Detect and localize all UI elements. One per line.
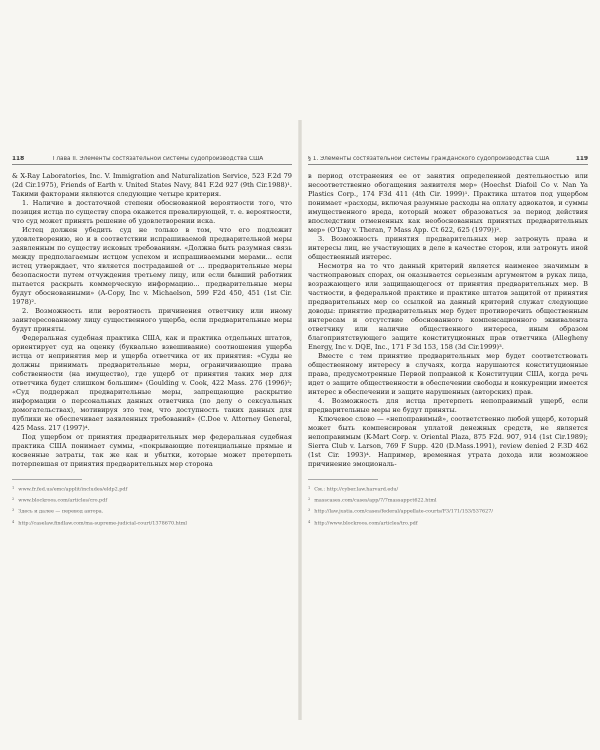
footnote: $^1$ www.fr.fed.us/emc/applit/includes/eldp2.pdf xyxy=(12,486,128,493)
paragraph: в период отстранения ее от занятия определенной деятельностью или несоответственно обогащения заявителя мер» (Hoechst Diafoil Co v. Nan Ya Plastics Corp., 174 F3d 411 (4th Cir. 1999)¹. Практика штатов под ущербом понимает «расходы, включая разумные расходы на оплату адвокатов, и суммы имущественного вреда, который может образоваться за период действия впоследствии отмененных как необоснованных принятых предварительных мер» (O'Day v. Theran, 7 Mass App. Ct 622, 625 (1979))². xyxy=(308,172,588,234)
right-footnotes xyxy=(308,479,494,529)
paragraph: Ключевое слово — «непоправимый», соответственно любой ущерб, который может быть компенсирован уплатой денежных средств, не является непоправимым (K-Mart Corp. v. Oriental Plaza, 875 F2d. 907, 914 (1st Cir.1989); Sierra Club v. Larson, 769 F Supp. 420 (D.Mass.1991), review denied 2 F.3D 462 (1st Cir. 1993)⁴. Например, временная утрата дохода или возможное причинение эмоциональ- xyxy=(308,415,588,468)
footnote: $^3$ http://law.justia.com/cases/federal/appellate-courts/F3/171/153/537627/ xyxy=(308,508,494,515)
paragraph: 1. Наличие в достаточной степени обоснованной вероятности того, что позиция истца по существу спора окажется превалирующей, т. е. вероятности, что суд может принять решение об удовлетворении иска. xyxy=(12,199,292,225)
right-running-title: § 1. Элементы состязательной системы гражданского судопроизводства США xyxy=(308,156,550,162)
footnote: $^4$ http://caselaw.findlaw.com/ma-supreme-judicial-court/1378670.html xyxy=(12,519,187,527)
right-running-head xyxy=(308,156,588,165)
left-running-title: Глава II. Элементы состязательной системы судопроизводства США xyxy=(52,156,264,162)
footnote: $^2$ www.blockroos.com/articles/cro.pdf xyxy=(12,497,108,504)
footnote: $^3$ Здесь и далее — перевод автора. xyxy=(12,508,104,515)
paragraph: Под ущербом от принятия предварительных мер федеральная судебная практика США понимает суммы, «покрывающие потенциальные прямые и косвенные затраты, так же как и убытки, которые может претерпеть потерпевшая от принятия предварительных мер сторона xyxy=(12,433,292,468)
paragraph: Несмотря на то что данный критерий является наименее значимым в частноправовых спорах, он оказывается серьезным аргументом в руках лица, возражающего или защищающегося от принятия предварительных мер. В частности, в федеральной практике и практике штатов защитой от принятия предварительных мер со ссылкой на данный критерий служат следующие доводы: принятие предварительных мер будет противоречить общественным интересам и отсутствие обоснованного компенсационного эквивалента ответчику или наличие общественного интереса, иным образом благоприятствующего защите конституционных прав ответчика (Allegheny Energy, Inc v. DQE, Inc., 171 F 3d 153, 158 (3d Cir.1999)³. xyxy=(308,262,588,351)
paragraph: 2. Возможность или вероятность причинения ответчику или иному заинтересованному лицу существенного ущерба, если предварительные меры будут приняты. xyxy=(12,307,292,333)
paragraph: 3. Возможность принятия предварительных мер затронуть права и интересы лиц, не участвующих в деле в качестве сторон, или затронуть иной общественный интерес. xyxy=(308,235,588,261)
left-footnotes xyxy=(12,479,187,529)
right-body-text xyxy=(308,172,588,469)
right-page-number: 119 xyxy=(575,156,588,162)
paragraph: & X-Ray Laboratories, Inc. V. Immigration and Naturalization Service, 523 F.2d 79 (2d Cir.1975), Friends of Earth v. United States Navy, 841 F.2d 927 (9th Cir.1988)¹. Такими факторами являются следующие четыре критерия. xyxy=(12,172,292,198)
left-page xyxy=(12,156,292,529)
left-page-number: 118 xyxy=(12,156,25,162)
paragraph: Истец должен убедить суд не только в том, что его подлежит удовлетворению, но и в соответствии испрашиваемой предварительной меры заявленным по существу исковых требованиям. «Должна быть разумная связь между предполагаемым истцом успехом и испрашиваемыми мерами... если истец утверждает, что является пострадавшей от ... предварительные меры безопасности путем отчуждения третьему лицу, или если бывший работник пытается раскрыть коммерческую информацию... предварительные меры будут обоснованными» (A-Copy, Inc v. Michaelson, 599 F2d 450, 451 (1st Cir. 1978)². xyxy=(12,226,292,306)
paragraph: Вместе с тем принятие предварительных мер будет соответствовать общественному интересу в случаях, когда нарушаются конституционные права, предусмотренные Первой поправкой к Конституции США, когда речь идет о защите общественности в обеспечении свободы и конкуренции имеется интерес в обеспечении и защите нарушенных (авторских) прав. xyxy=(308,352,588,396)
right-page xyxy=(308,156,588,529)
footnote: $^1$ См.: http://cyber.law.harvard.edu/ xyxy=(308,486,399,493)
footnote: $^4$ http://www.blockroos.com/articles/tro.pdf xyxy=(308,519,418,527)
footnote: $^2$ masscases.com/cases/app/7/7massappct622.html xyxy=(308,497,437,504)
paragraph: 4. Возможность для истца претерпеть непоправимый ущерб, если предварительные меры не будут приняты. xyxy=(308,397,588,414)
left-running-head xyxy=(12,156,292,165)
left-body-text xyxy=(12,172,292,469)
book-gutter xyxy=(298,120,302,720)
paragraph: Федеральная судебная практика США, как и практика отдельных штатов, ориентирует суд на оценку (буквально взвешивание) соотношения ущерба истца от непринятия мер и ущерба ответчика от их принятия: «Суды не должны принимать предварительные меры, ограничивающие права собственности (на имущество), где ущерб от принятия таких мер для ответчика будет слишком большим» (Goulding v. Cook, 422 Mass. 276 (1996)³; «Суд поддержал предварительные меры, запрещающие раскрытие информации о персональных данных ответчика (по делу о сексуальных домогательствах), мотивируя это тем, что доступность таких данных для публики не обеспечивает заявленных требований» (C.Doe v. Attorney General, 425 Mass. 217 (1997)⁴. xyxy=(12,334,292,432)
